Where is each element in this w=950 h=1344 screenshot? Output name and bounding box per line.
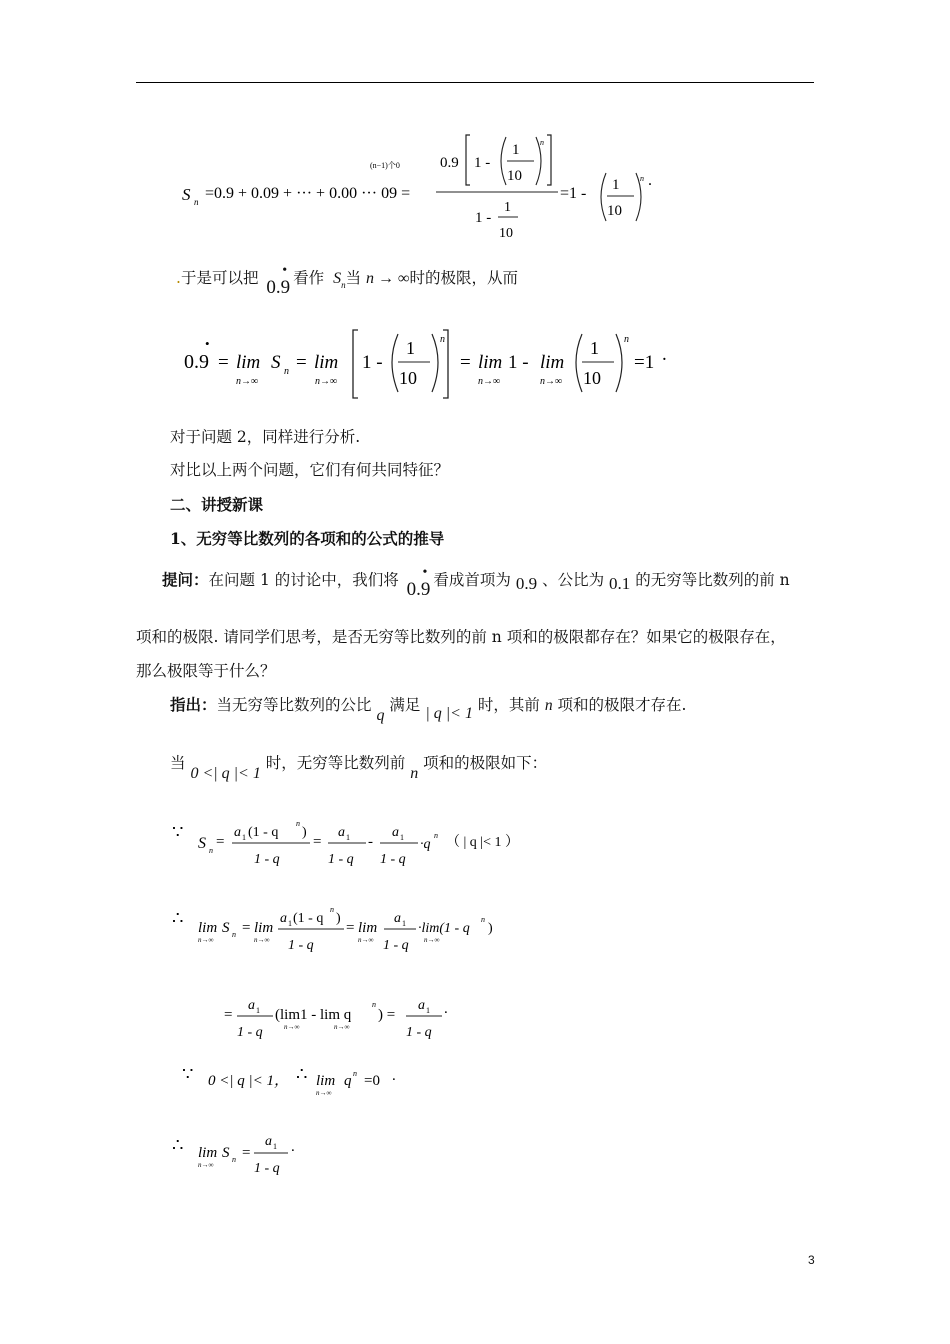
paragraph-problem2: 对于问题 2，同样进行分析. xyxy=(170,428,361,446)
svg-text:1: 1 xyxy=(288,919,292,928)
svg-text:.: . xyxy=(392,1068,396,1084)
eq-frac-ten: 10 xyxy=(507,168,522,184)
svg-text:lim: lim xyxy=(236,352,261,373)
header-rule xyxy=(136,82,814,83)
svg-text:1 - q: 1 - q xyxy=(406,1025,432,1040)
svg-text:(1 - q: (1 - q xyxy=(248,825,279,840)
svg-text:n: n xyxy=(209,846,213,855)
svg-text:=: = xyxy=(460,352,471,373)
equation-sn-sum xyxy=(170,125,690,250)
eq-den-one-minus: 1 - xyxy=(475,210,492,226)
svg-text:S: S xyxy=(271,352,281,373)
svg-text:a: a xyxy=(418,998,425,1013)
svg-text:=: = xyxy=(242,920,251,936)
svg-text:1 - q: 1 - q xyxy=(288,938,314,953)
svg-text:n→∞: n→∞ xyxy=(478,376,501,387)
svg-text:-: - xyxy=(368,834,373,850)
svg-text:1 - q: 1 - q xyxy=(254,852,280,867)
svg-text:a: a xyxy=(234,825,241,840)
svg-text:n→∞: n→∞ xyxy=(284,1023,300,1031)
svg-text:n: n xyxy=(296,819,300,828)
section-heading: 二、讲授新课 xyxy=(170,495,264,514)
eq-pow-n: n xyxy=(540,138,544,147)
svg-text:(lim1 - lim q: (lim1 - lim q xyxy=(275,1007,352,1023)
svg-text:•: • xyxy=(205,336,210,351)
svg-text:n: n xyxy=(440,334,445,345)
svg-text:(1 - q: (1 - q xyxy=(293,911,324,926)
svg-text:S: S xyxy=(222,920,230,936)
svg-text:·lim(1 - q: ·lim(1 - q xyxy=(418,921,470,936)
eq-end-period: . xyxy=(648,172,652,189)
ask-label: 提问： xyxy=(162,570,209,589)
svg-text:n: n xyxy=(481,915,485,924)
svg-text:n: n xyxy=(624,334,629,345)
eq-s-sub: n xyxy=(194,197,199,207)
svg-text:a: a xyxy=(280,911,287,926)
svg-text:1: 1 xyxy=(426,1006,430,1015)
svg-text:1: 1 xyxy=(273,1142,277,1151)
derivation-therefore-1 xyxy=(170,898,550,960)
svg-text:lim: lim xyxy=(540,352,565,373)
svg-text:0 <| q |< 1，: 0 <| q |< 1， xyxy=(208,1073,289,1089)
svg-text:1 - q: 1 - q xyxy=(380,852,406,867)
svg-text:a: a xyxy=(265,1134,272,1149)
svg-text:a: a xyxy=(248,998,255,1013)
svg-text:.: . xyxy=(291,1139,295,1155)
subsection-heading: 1、无穷等比数列的各项和的公式的推导 xyxy=(170,529,445,548)
svg-text:1: 1 xyxy=(504,200,511,215)
repeating-decimal: 0.9 • xyxy=(266,263,291,298)
svg-text:10: 10 xyxy=(499,226,513,241)
svg-text:10: 10 xyxy=(607,203,622,219)
svg-text:1: 1 xyxy=(400,833,404,842)
svg-text:lim: lim xyxy=(254,920,274,936)
svg-text:n: n xyxy=(434,831,438,840)
derivation-because-1 xyxy=(170,812,550,874)
svg-text:1: 1 xyxy=(612,177,620,193)
svg-text:1 - q: 1 - q xyxy=(328,852,354,867)
eq-right-bracket xyxy=(547,135,551,185)
svg-text:n→∞: n→∞ xyxy=(540,376,563,387)
svg-text:.: . xyxy=(444,1001,448,1017)
equation-limit xyxy=(178,322,698,402)
svg-text:q: q xyxy=(344,1073,352,1089)
svg-text:n: n xyxy=(353,1069,357,1078)
svg-text:): ) xyxy=(336,911,341,926)
svg-text:1: 1 xyxy=(406,338,415,358)
svg-text:0.9: 0.9 xyxy=(184,351,209,373)
svg-text:n: n xyxy=(372,1000,376,1009)
svg-text:10: 10 xyxy=(399,368,417,388)
svg-text:a: a xyxy=(392,825,399,840)
svg-text:=1: =1 xyxy=(634,352,655,373)
svg-text:=: = xyxy=(242,1145,251,1161)
svg-text:∴: ∴ xyxy=(172,1135,184,1155)
svg-text:): ) xyxy=(302,825,307,840)
eq-sum-lhs: =0.9 + 0.09 + ··· + 0.00 ··· 09 = xyxy=(205,185,411,202)
eq-s-symbol: S xyxy=(182,185,191,204)
eq-left-paren xyxy=(501,137,506,185)
stray-dot: . xyxy=(176,269,181,287)
paragraph-thus: .于是可以把 0.9 • 看作 $S_n$当 n → ∞时的极限，从而 xyxy=(176,263,518,298)
paragraph-point: 指出：当无穷等比数列的公比 q 满足 | q |< 1 时，其前 n 项和的极限才存在. xyxy=(170,695,687,724)
eq-one-minus: 1 - xyxy=(474,155,491,171)
eq-frac-one: 1 xyxy=(512,142,520,158)
svg-text:S: S xyxy=(198,835,206,852)
svg-text:1: 1 xyxy=(242,833,246,842)
svg-text:n→∞: n→∞ xyxy=(316,1089,332,1097)
svg-text:=: = xyxy=(224,1007,233,1023)
svg-text:∵: ∵ xyxy=(182,1064,194,1084)
svg-text:=: = xyxy=(346,920,355,936)
svg-text:n: n xyxy=(232,930,236,939)
svg-text:lim: lim xyxy=(314,352,339,373)
paragraph-ask: 提问：在问题 1 的讨论中，我们将 0.9 • 看成首项为 0.9 、公比为 0.1 的无穷等比数列的前 n xyxy=(162,565,790,600)
svg-text:=: = xyxy=(216,834,225,850)
eq-rhs: =1 - xyxy=(560,185,587,202)
svg-text:1 -: 1 - xyxy=(508,352,529,373)
svg-text:1 - q: 1 - q xyxy=(254,1161,280,1176)
svg-text:lim: lim xyxy=(316,1073,336,1089)
svg-text:n: n xyxy=(330,905,334,914)
eq-brace-note: (n−1)个0 xyxy=(370,161,400,170)
eq-left-bracket xyxy=(466,135,470,185)
svg-text:a: a xyxy=(394,911,401,926)
svg-text:=: = xyxy=(313,834,322,850)
svg-text:1 - q: 1 - q xyxy=(237,1025,263,1040)
svg-text:n→∞: n→∞ xyxy=(236,376,259,387)
svg-text:n→∞: n→∞ xyxy=(254,936,270,944)
derivation-because-2 xyxy=(180,1058,440,1104)
svg-text:∴: ∴ xyxy=(296,1064,308,1084)
svg-text:1: 1 xyxy=(590,338,599,358)
svg-text:n→∞: n→∞ xyxy=(358,936,374,944)
paragraph-compare: 对比以上两个问题，它们有何共同特征？ xyxy=(170,461,450,479)
svg-text:∵: ∵ xyxy=(172,822,184,842)
svg-text:lim: lim xyxy=(478,352,503,373)
svg-text:n: n xyxy=(640,174,644,183)
svg-text:n→∞: n→∞ xyxy=(424,936,440,944)
svg-text:·q: ·q xyxy=(420,837,431,852)
svg-text:1 -: 1 - xyxy=(362,352,383,373)
svg-text:1: 1 xyxy=(256,1006,260,1015)
svg-text:10: 10 xyxy=(583,368,601,388)
svg-text:（ | q |< 1 ）: （ | q |< 1 ） xyxy=(446,835,520,850)
svg-text:=: = xyxy=(296,352,307,373)
paragraph-ask-line2: 项和的极限. 请同学们思考，是否无穷等比数列的前 n 项和的极限都存在？如果它的极限存在， xyxy=(136,628,786,646)
svg-text:n→∞: n→∞ xyxy=(334,1023,350,1031)
svg-text:) =: ) = xyxy=(378,1007,396,1023)
svg-text:=0: =0 xyxy=(364,1073,380,1089)
svg-text:1 - q: 1 - q xyxy=(383,938,409,953)
eq-num-coef: 0.9 xyxy=(440,155,459,171)
paragraph-ask-line3: 那么极限等于什么？ xyxy=(136,662,276,680)
point-label: 指出： xyxy=(170,695,217,714)
svg-text:n→∞: n→∞ xyxy=(198,1161,214,1169)
svg-text:a: a xyxy=(338,825,345,840)
svg-text:1: 1 xyxy=(402,919,406,928)
svg-text:lim: lim xyxy=(358,920,378,936)
paragraph-when: 当 0 <| q |< 1 时，无穷等比数列前 n 项和的极限如下： xyxy=(170,754,548,782)
svg-text:S: S xyxy=(222,1145,230,1161)
svg-text:n: n xyxy=(284,366,289,377)
svg-text:1: 1 xyxy=(346,833,350,842)
ask-repeating-decimal: 0.9 • xyxy=(406,565,431,600)
svg-text:lim: lim xyxy=(198,920,218,936)
svg-text:.: . xyxy=(662,344,667,365)
page-number: 3 xyxy=(808,1253,815,1267)
svg-text:n→∞: n→∞ xyxy=(198,936,214,944)
derivation-therefore-2 xyxy=(222,985,482,1047)
svg-text:∴: ∴ xyxy=(172,908,184,928)
svg-text:n: n xyxy=(232,1155,236,1164)
svg-text:=: = xyxy=(218,352,229,373)
svg-text:): ) xyxy=(488,921,493,936)
svg-text:lim: lim xyxy=(198,1145,218,1161)
svg-text:n→∞: n→∞ xyxy=(315,376,338,387)
derivation-therefore-3 xyxy=(170,1125,390,1187)
